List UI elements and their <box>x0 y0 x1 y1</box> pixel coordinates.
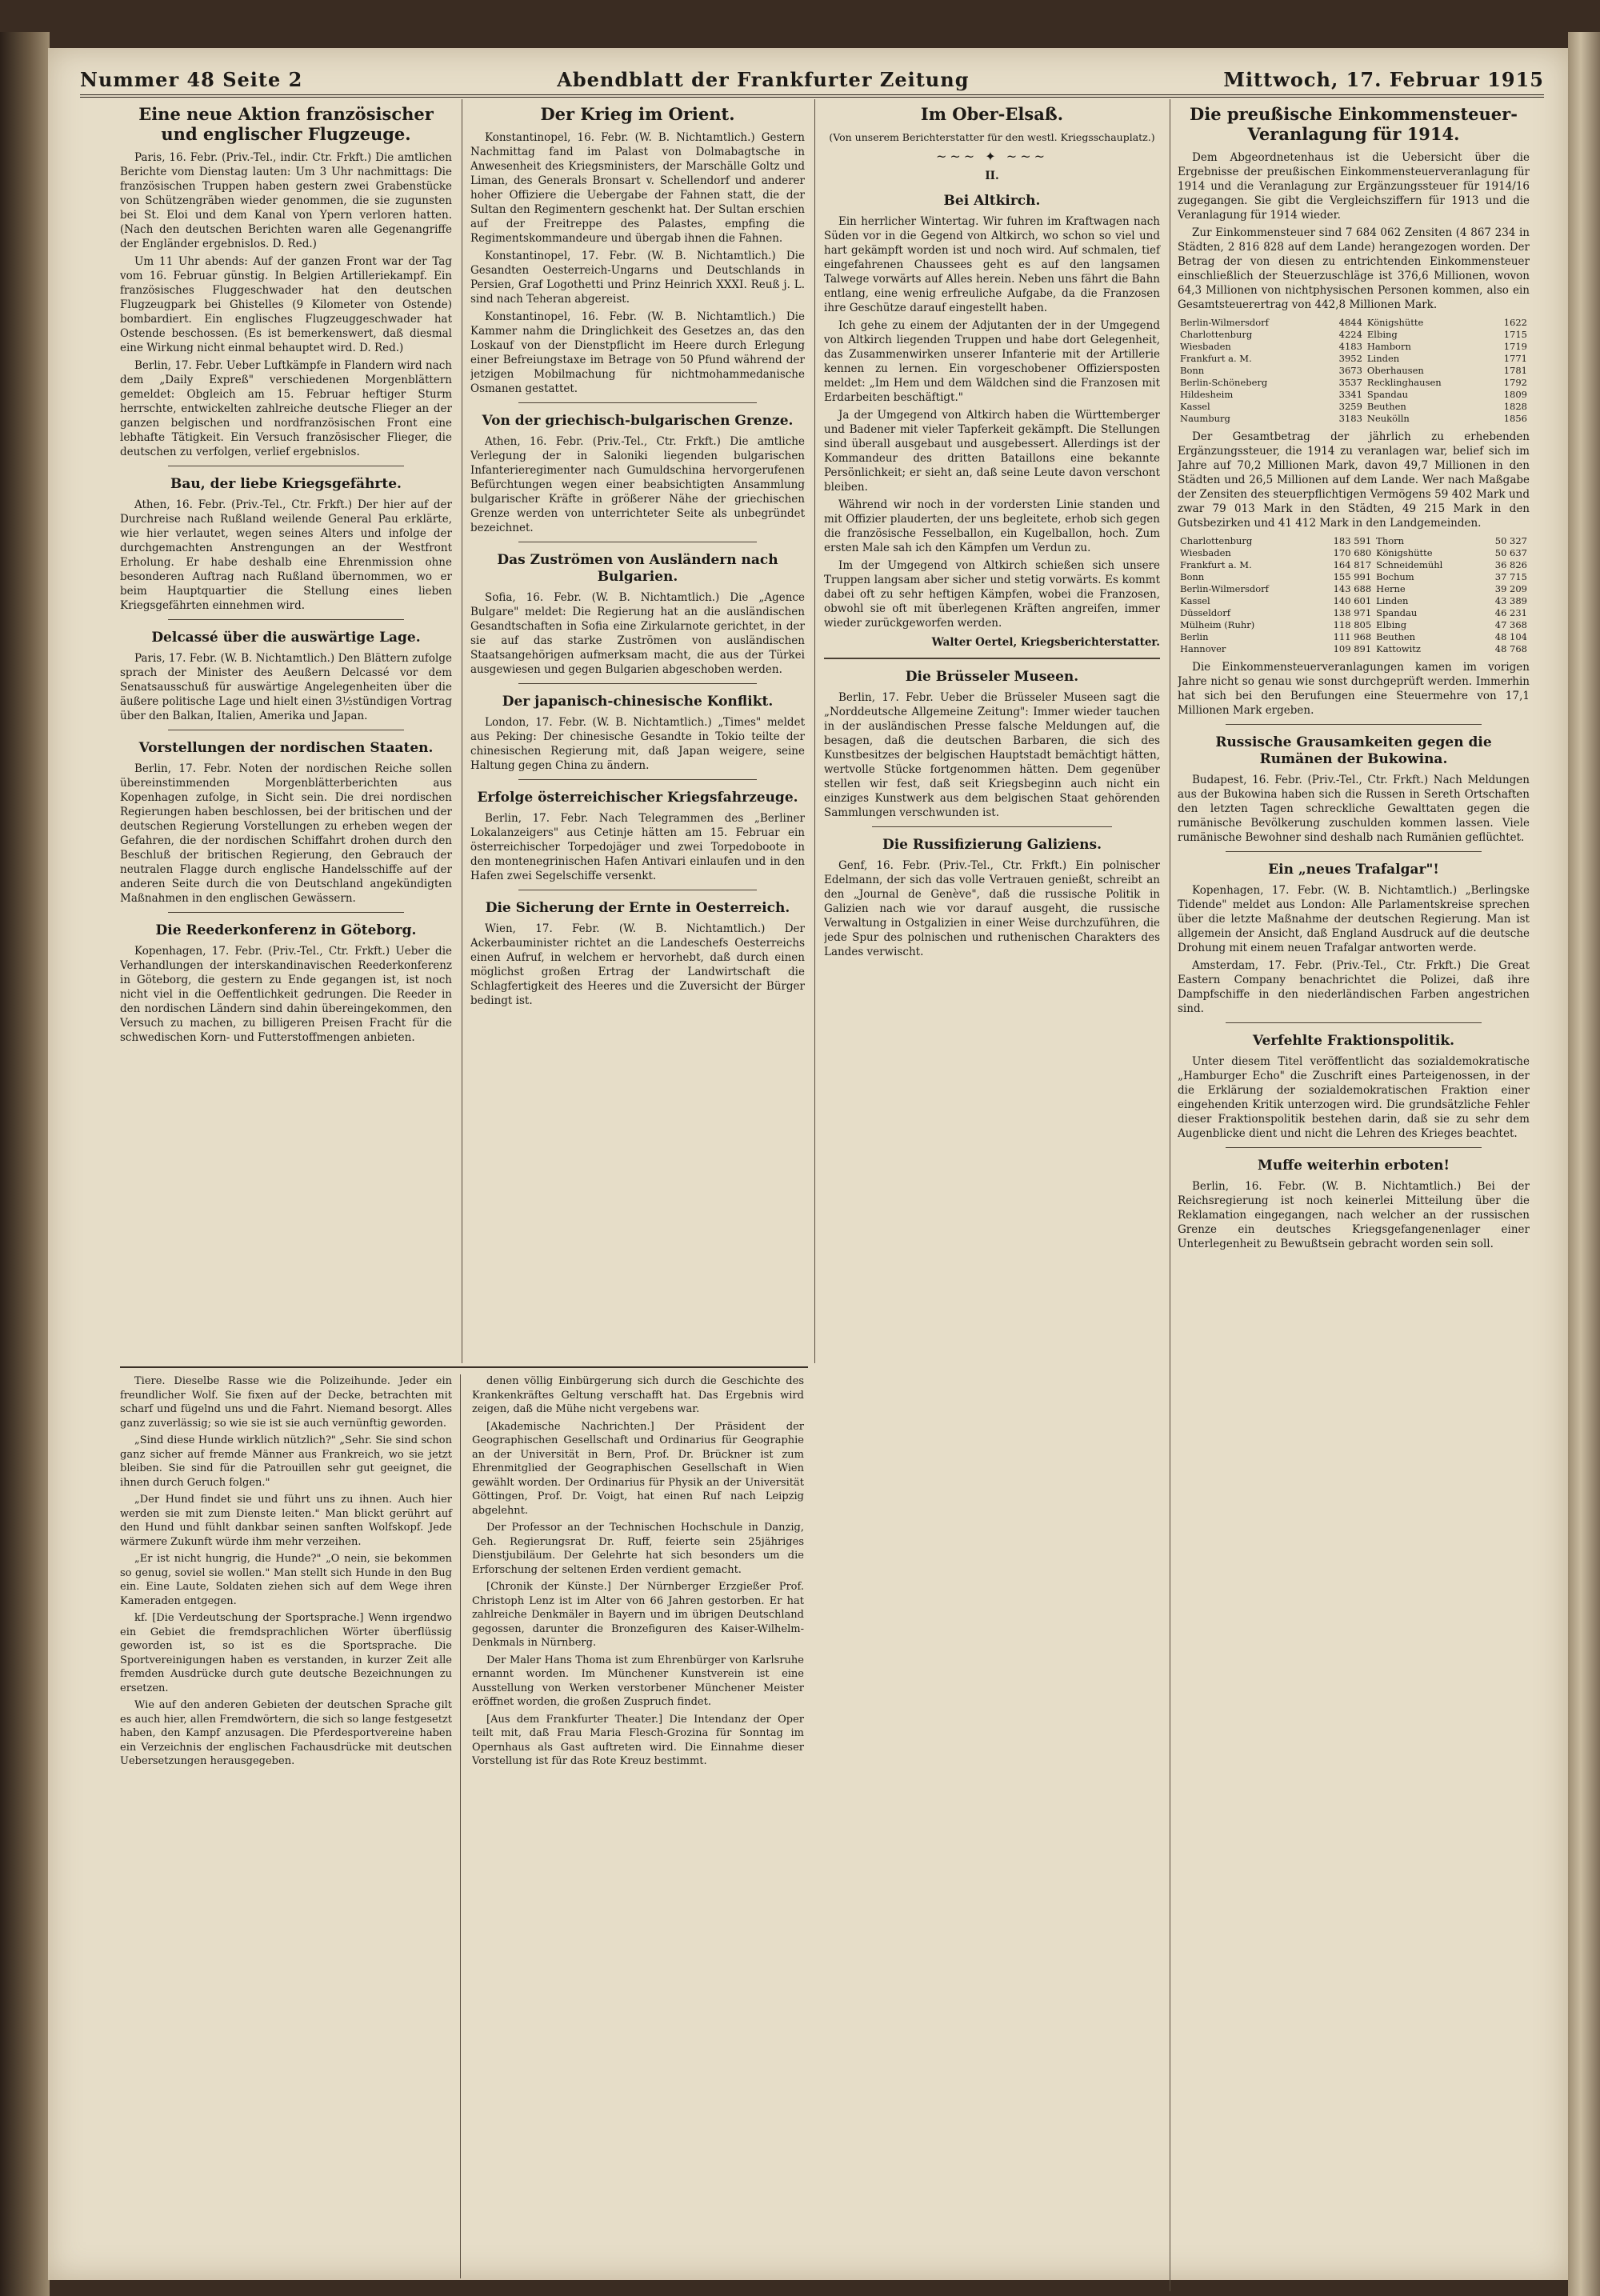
article-paragraph: Konstantinopel, 16. Febr. (W. B. Nichtamtlich.) Die Kammer nahm die Dringlichkeit des Gesetzes an, das den Loskauf von der Dienstpflicht im Heere durch Erlegung einer Befreiungstaxe im Betrage von 50 Pfund während der jetzigen Mobilmachung für nichtmohammedanische Osmanen gestattet. <box>470 310 805 395</box>
divider <box>1226 724 1482 725</box>
feuilleton-paragraph: „Der Hund findet sie und führt uns zu ihnen. Auch hier werden sie mit zum Dienste leiten." Man blickt gerührt auf den Hund und fühlt dankbar seinen sanften Wolfskopf. Jede wärmere Zukunft würde ihm mehr verzeihen. <box>120 1494 452 1548</box>
divider <box>168 619 404 620</box>
feuilleton-paragraph: kf. [Die Verdeutschung der Sportsprache.] Wenn irgendwo ein Gebiet die fremdsprachlichen Wörter überflüssig geworden ist, so ist es die Sportsprache. Die Sportvereinigungen haben es verstanden, in kurzer Zeit alle fremden Ausdrücke durch gute deutsche Bezeichnungen zu ersetzen. <box>120 1612 452 1694</box>
headline-pau: Bau, der liebe Kriegsgefährte. <box>170 476 402 492</box>
city-name: Hamborn <box>1366 341 1411 352</box>
headline-japanisch-chinesisch: Der japanisch-chinesische Konflikt. <box>502 694 774 710</box>
vermoegen-row <box>1178 631 1530 643</box>
article-paragraph: Ein herrlicher Wintertag. Wir fuhren im Kraftwagen nach Süden vor in die Gegend von Altkirch, wo schon so viel und hart gekämpft worden ist und noch wird. Auf schmalen, tief eingefahrenen Chaussees geht es auf den langsamen Talwege vorwärts auf Alles herein. Neben uns fährt die Bahn entlang, eine wenig erfreuliche Aufgabe, da die Franzosen ihre Geschütze darauf eingestellt haben. <box>824 215 1160 314</box>
article-paragraph: Genf, 16. Febr. (Priv.-Tel., Ctr. Frkft.) Ein polnischer Edelmann, der sich das volle Vertrauen genießt, schreibt an den „Journal de Genève", daß die russische Politik in Galizien nach wie vor darauf ausgeht, die russische Verwaltung in Ostgalizien in einer Weise durchzuführen, die jede Spur des polnischen und ruthenischen Charakters des Landes verwischt. <box>824 859 1160 958</box>
headline-bruesseler-museen: Die Brüsseler Museen. <box>905 669 1079 685</box>
headline-kriegsfahrzeuge: Erfolge österreichischer Kriegsfahrzeuge. <box>477 790 798 806</box>
vermoegen-row <box>1178 643 1530 655</box>
city-value: 170 680 <box>1333 547 1372 558</box>
article-paragraph: Berlin, 17. Febr. Ueber Luftkämpfe in Flandern wird nach dem „Daily Expreß" verschiedenen Morgenblättern gemeldet: Obgleich am 15. Februar heftiger Sturm herrschte, entwickelten zahlreiche deutsche Flieger an der ganzen belgischen und nordfranzösischen Front eine lebhafte Tätigkeit. Ein Versuch französischer Flieger, die deutschen zu verfolgen, verlief ergebnislos. <box>120 359 452 458</box>
vermoegen-row <box>1178 571 1530 583</box>
article-paragraph: Athen, 16. Febr. (Priv.-Tel., Ctr. Frkft.) Die amtliche Verlegung der in Saloniki liegenden bulgarischen Infanterieregimenter nach Gumuldschina hervorgerufenen Befürchtungen wegen einer beabsichtigten Ansammlung bulgarischer Kräfte in größerer Nähe der griechischen Grenze werden von unterrichteter Seite als unbegründet bezeichnet. <box>470 435 805 534</box>
article-paragraph: Berlin, 17. Febr. Ueber die Brüsseler Museen sagt die „Norddeutsche Allgemeine Zeitung": Immer wieder tauchen in der ausländischen Presse falsche Meldungen auf, die besagen, daß die deutschen Barbaren, die sich des Kunstbesitzes der belgischen Hauptstadt bemächtigt hätten, wertvolle Stücke fortgenommen hätten. Dem gegenüber stellen wir fest, daß seit Kriegsbeginn auch nicht ein einziges Kunstwerk aus dem belgischen Staat gehörenden Sammlungen verschwunden ist. <box>824 691 1160 819</box>
city-name: Charlottenburg <box>1180 535 1253 546</box>
masthead-title: Abendblatt der Frankfurter Zeitung <box>557 68 970 91</box>
article-paragraph: Wien, 17. Febr. (W. B. Nichtamtlich.) Der Ackerbauminister richtet an die Landeschefs Oesterreichs einen Aufruf, in welchem er hervorhebt, daß durch einen möglichst großen Ertrag der Landwirtschaft die Schlagfertigkeit des Heeres und die Zuversicht der Bürger bedingt ist. <box>470 922 805 1007</box>
feuilleton-paragraph: Der Maler Hans Thoma ist zum Ehrenbürger von Karlsruhe ernannt worden. Im Münchener Kunstverein ist eine Ausstellung von Werken verstorbener Münchener Meister eröffnet worden, die großen Zuspruch findet. <box>472 1654 804 1708</box>
article-paragraph: Paris, 16. Febr. (Priv.-Tel., indir. Ctr. Frkft.) Die amtlichen Berichte vom Dienstag lauten: Um 3 Uhr nachmittags: Die französischen Truppen haben gestern zwei Grabenstücke von Schützengräben wieder genommen, die sie zugunsten bei St. Eloi und dem Kanal von Ypern verloren hatten. (Nach den deutschen Berichten waren alle Gegenangriffe der Engländer ergebnislos. D. Red.) <box>120 151 452 250</box>
city-name: Linden <box>1376 595 1409 606</box>
city-value: 1809 <box>1503 389 1527 400</box>
city-name: Spandau <box>1376 607 1418 618</box>
vermoegen-row <box>1178 559 1530 571</box>
city-value: 4844 <box>1338 317 1362 328</box>
column-4 <box>1178 99 1530 2291</box>
headline-delcasse: Delcassé über die auswärtige Lage. <box>151 630 421 646</box>
feuilleton-paragraph: denen völlig Einbürgerung sich durch die Geschichte des Krankenkräftes Geltung verschafft hat. Das Ergebnis wird zeigen, daß die Mühe nicht vergebens war. <box>472 1375 804 1415</box>
city-name: Recklinghausen <box>1366 377 1442 388</box>
masthead-issue: Nummer 48 Seite 2 <box>80 68 303 91</box>
headline-fraktionspolitik: Verfehlte Fraktionspolitik. <box>1252 1033 1455 1049</box>
einkommen-row <box>1178 377 1530 389</box>
divider <box>1226 1022 1482 1023</box>
stat-table-einkommen <box>1178 317 1530 425</box>
article-paragraph: Ja der Umgegend von Altkirch haben die Württemberger und Badener mit vieler Tapferkeit gekämpft. Die Stellungen sind überall ausgebaut und ausgebessert. Allerdings ist der Kommandeur des dritten Bataillons eine bekannte Persönlichkeit; er sieht an, daß seine Leute davon verschont bleiben. <box>824 409 1160 494</box>
article-paragraph: Konstantinopel, 17. Febr. (W. B. Nichtamtlich.) Die Gesandten Oesterreich-Ungarns und Deutschlands in Persien, Graf Logothetti und Prinz Heinrich XXXI. Reuß j. L. sind nach Teheran abgereist. <box>470 250 805 306</box>
city-name: Hannover <box>1180 643 1226 654</box>
article-paragraph: Paris, 17. Febr. (W. B. Nichtamtlich.) Den Blättern zufolge sprach der Minister des Aeußern Delcassé vor dem Senatsausschuß für auswärtige Angelegenheiten über die äußere politische Lage und hielt einen 3½stündigen Vortrag über den Balkan, Italien, Amerika und Japan. <box>120 652 452 722</box>
divider <box>1226 851 1482 852</box>
article-paragraph: Unter diesem Titel veröffentlicht das sozialdemokratische „Hamburger Echo" die Zuschrift eines Parteigenossen, in der die Erklärung der sozialdemokratischen Fraktion einer eingehenden Kritik unterzogen wird. Die grundsätzliche Fehler dieser Fraktionspolitik bestehen darin, daß sie zu sehr dem Augenblicke dient und nicht die Lehren des Krieges beachtet. <box>1178 1055 1530 1140</box>
city-value: 1792 <box>1503 377 1527 388</box>
article-paragraph: Kopenhagen, 17. Febr. (Priv.-Tel., Ctr. Frkft.) Ueber die Verhandlungen der interskandinavischen Reederkonferenz in Göteborg, die gestern zu Ende gegangen ist, ist noch nicht viel in die Oeffentlichkeit gedrungen. Die Reeder in den nordischen Ländern sind dahin übereingekommen, den Versuch zu machen, zu billigeren Preisen Fracht für die schwedischen Korn- und Futterstoffmengen anbieten. <box>120 945 452 1044</box>
city-name: Beuthen <box>1376 631 1416 642</box>
headline-einkommensteuer: Die preußische Einkommensteuer-Veranlagung für 1914. <box>1190 104 1518 144</box>
headline-reederkonferenz: Die Reederkonferenz in Göteborg. <box>155 922 417 938</box>
article-paragraph: Der Gesamtbetrag der jährlich zu erhebenden Ergänzungssteuer, die 1914 zu veranlagen war, belief sich im Jahre auf 70,2 Millionen Mark, davon 49,7 Millionen in den Städten und 26,5 Millionen auf dem Lande. Wer nach Maßgabe der Zensiten des steuerpflichtigen Vermögens 59 402 Mark und zwar 79 013 Mark in den Städten, 49 215 Mark in den Gutsbezirken und 41 412 Mark in den Landgemeinden. <box>1178 430 1530 530</box>
vermoegen-row <box>1178 535 1530 547</box>
city-value: 48 768 <box>1494 643 1527 654</box>
vermoegen-row <box>1178 547 1530 559</box>
city-value: 140 601 <box>1333 595 1372 606</box>
article-paragraph: London, 17. Febr. (W. B. Nichtamtlich.) „Times" meldet aus Peking: Der chinesische Gesandte in Tokio teilte der chinesischen Regierung mit, daß Japan weigere, seine Haltung gegen China zu ändern. <box>470 716 805 772</box>
city-name: Herne <box>1376 583 1406 594</box>
city-value: 4224 <box>1338 329 1362 340</box>
article-paragraph: Amsterdam, 17. Febr. (Priv.-Tel., Ctr. Frkft.) Die Great Eastern Company benachrichtet die Polizei, daß ihre Dampfschiffe in den niederländischen Farben angestrichen sind. <box>1178 959 1530 1015</box>
city-value: 1856 <box>1503 413 1527 424</box>
city-name: Naumburg <box>1180 413 1230 424</box>
feuilleton-paragraph: „Sind diese Hunde wirklich nützlich?" „Sehr. Sie sind schon ganz sicher auf fremde Männer aus Frankreich, wo sie jetzt bleiben. Sie sind für die Patrouillen sehr gut geeignet, die ihnen durch Geruch folgen." <box>120 1434 452 1489</box>
city-name: Kassel <box>1180 401 1210 412</box>
feuilleton-paragraph: Tiere. Dieselbe Rasse wie die Polizeihunde. Jeder ein freundlicher Wolf. Sie fixen auf der Decke, betrachten mit scharf und fügelnd uns und die Fahrt. Niemand besorgt. Alles ganz zuverlässig; so wie sie ist sie auch vernünftig geworden. <box>120 1375 452 1430</box>
city-name: Elbing <box>1376 619 1407 630</box>
einkommen-row <box>1178 341 1530 353</box>
city-name: Frankfurt a. M. <box>1180 353 1252 364</box>
feuilleton-paragraph: Wie auf den anderen Gebieten der deutschen Sprache gilt es auch hier, allen Fremdwörtern, die sich so lange festgesetzt haben, den Kampf anzusagen. Die Pferdesportvereine haben ein Verzeichnis der englischen Fachausdrücke mit deutschen Uebersetzungen herausgegeben. <box>120 1699 452 1767</box>
einkommen-row <box>1178 329 1530 341</box>
vermoegen-row <box>1178 583 1530 595</box>
divider <box>518 683 757 684</box>
article-paragraph: Berlin, 17. Febr. Noten der nordischen Reiche sollen übereinstimmenden Morgenblätterberichten aus Kopenhagen zufolge, in Sicht sein. Die drei nordischen Regierungen haben beschlossen, bei der britischen und der deutschen Regierung Vorstellungen zu erheben wegen der Gefahren, die der nordischen Schiffahrt drohen durch den Beschluß der britischen Regierung, den Gebrauch der neutralen Flagge durch englische Handelsschiffe auf der anderen Seite durch die von Deutschland angekündigten Maßnahmen in den englischen Gewässern. <box>120 762 452 905</box>
city-name: Thorn <box>1376 535 1405 546</box>
city-value: 183 591 <box>1333 535 1372 546</box>
divider <box>168 912 404 913</box>
city-name: Düsseldorf <box>1180 607 1230 618</box>
feuilleton-paragraph: Der Professor an der Technischen Hochschule in Danzig, Geh. Regierungsrat Dr. Ruff, feierte sein 25jähriges Dienstjubiläum. Der Gelehrte hat sich besonders um die Erforschung der seltenen Erden verdient gemacht. <box>472 1522 804 1576</box>
city-value: 37 715 <box>1494 571 1527 582</box>
city-value: 3341 <box>1338 389 1362 400</box>
einkommen-row <box>1178 389 1530 401</box>
masthead-date: Mittwoch, 17. Februar 1915 <box>1223 68 1544 91</box>
city-value: 138 971 <box>1333 607 1372 618</box>
city-name: Berlin-Wilmersdorf <box>1180 583 1269 594</box>
book-binding <box>0 32 50 2296</box>
feuilleton-paragraph: [Aus dem Frankfurter Theater.] Die Intendanz der Oper teilt mit, daß Frau Maria Flesch-Grozina für Sonntag im Opernhaus als Gast auftreten wird. Die Einnahme dieser Vorstellung ist für das Rote Kreuz bestimmt. <box>472 1713 804 1767</box>
city-value: 3537 <box>1338 377 1362 388</box>
city-value: 1622 <box>1503 317 1527 328</box>
city-name: Kassel <box>1180 595 1210 606</box>
byline: (Von unserem Berichterstatter für den westl. Kriegsschauplatz.) <box>829 131 1155 143</box>
article-paragraph: Sofia, 16. Febr. (W. B. Nichtamtlich.) Die „Agence Bulgare" meldet: Die Regierung hat an die ausländischen Gesandtschaften in Sofia eine Zirkularnote gerichtet, in der sie auf das starke Zuströmen von ausländischen Staatsangehörigen aufmerksam macht, die aus der Türkei ausgewiesen und gegen Bulgarien abgeschoben werden. <box>470 591 805 676</box>
stat-table-vermoegen <box>1178 535 1530 655</box>
city-value: 1719 <box>1503 341 1527 352</box>
article-paragraph: Athen, 16. Febr. (Priv.-Tel., Ctr. Frkft.) Der hier auf der Durchreise nach Rußland weilende General Pau erklärte, wie hier verlautet, wegen seines Alters und infolge der durchgemachten Anstrengungen an der Westfront Erholung. Er habe deshalb eine Ehrenmission ohne besonderen Auftrag nach Rußland übernommen, wo er beim Hauptquartier die Stellung eines lieben Kriegsgefährten einnehmen wird. <box>120 498 452 612</box>
column-1 <box>120 99 462 1363</box>
article-paragraph: Ich gehe zu einem der Adjutanten der in der Umgegend von Altkirch liegenden Truppen und habe dort Gelegenheit, das Zusammenwirken unserer Infanterie mit der Artillerie kennen zu lernen. Ein vorgeschobener Offiziersposten meldet: „Im Hem und dem Wäldchen sind die Franzosen mit Erdarbeiten beschäftigt." <box>824 319 1160 404</box>
einkommen-row <box>1178 413 1530 425</box>
headline-orient: Der Krieg im Orient. <box>540 104 735 124</box>
headline-muffe: Muffe weiterhin erboten! <box>1258 1158 1450 1174</box>
city-name: Berlin-Schöneberg <box>1180 377 1268 388</box>
city-name: Hildesheim <box>1180 389 1234 400</box>
city-name: Spandau <box>1366 389 1409 400</box>
city-name: Frankfurt a. M. <box>1180 559 1252 570</box>
city-name: Bonn <box>1180 571 1205 582</box>
city-name: Schneidemühl <box>1376 559 1443 570</box>
city-value: 164 817 <box>1333 559 1372 570</box>
city-value: 118 805 <box>1333 619 1372 630</box>
article-paragraph: Die Einkommensteuerveranlagungen kamen im vorigen Jahre nicht so genau wie sonst durchgeprüft werden. Immerhin hat sich bei den Berufungen eine Steuermehre von 17,1 Millionen Mark ergeben. <box>1178 661 1530 717</box>
headline-ober-elsass: Im Ober-Elsaß. <box>920 104 1064 124</box>
article-paragraph: Während wir noch in der vordersten Linie standen und mit Offizier plauderten, der uns begleitete, erhob sich gegen die französische Fesselballon, ein Kugelballon, hoch. Zum ersten Male sah ich den Kämpfen um Verdun zu. <box>824 498 1160 554</box>
einkommen-row <box>1178 353 1530 365</box>
article-paragraph: Im der Umgegend von Altkirch schießen sich unsere Truppen langsam aber sicher und stetig vorwärts. Es kommt dabei oft zu sehr heftigen Kämpfen, wobei die Franzosen, obwohl sie oft mit überlegenen Kräften angreifen, immer wieder zurückgeworfen werden. <box>824 559 1160 630</box>
masthead <box>80 62 1544 98</box>
headline-bukowina: Russische Grausamkeiten gegen die Rumänen der Bukowina. <box>1215 734 1492 767</box>
feuilleton-paragraph: [Chronik der Künste.] Der Nürnberger Erzgießer Prof. Christoph Lenz ist im Alter von 66 Jahren gestorben. Er hat zahlreiche Denkmäler in Bayern und im übrigen Deutschland gegossen, darunter die Bronzefiguren des Kaiser-Wilhelm-Denkmals in Nürnberg. <box>472 1581 804 1649</box>
einkommen-row <box>1178 365 1530 377</box>
city-value: 155 991 <box>1333 571 1372 582</box>
headline-flugzeuge: Eine neue Aktion französischer und englischer Flugzeuge. <box>138 104 434 144</box>
city-value: 46 231 <box>1494 607 1527 618</box>
city-value: 50 327 <box>1494 535 1527 546</box>
feuilleton-column-a <box>120 1374 461 2278</box>
feuilleton-paragraph: „Er ist nicht hungrig, die Hunde?" „O nein, sie bekommen so genug, soviel sie wollen." Man stellt sich Hunde in den Bug ein. Eine Laute, Soldaten ziehen sich auf dem Wege ihren Kameraden entgegen. <box>120 1553 452 1607</box>
city-value: 47 368 <box>1494 619 1527 630</box>
city-value: 4183 <box>1338 341 1362 352</box>
headline-galizien: Die Russifizierung Galiziens. <box>882 837 1102 853</box>
city-value: 50 637 <box>1494 547 1527 558</box>
divider <box>872 826 1112 827</box>
city-value: 3183 <box>1338 413 1362 424</box>
article-paragraph: Budapest, 16. Febr. (Priv.-Tel., Ctr. Frkft.) Nach Meldungen aus der Bukowina haben sich die Russen in Sereth Ortschaften den letzten Tagen schreckliche Gewalttaten gegen die rumänische Bevölkerung zuschulden kommen lassen. Viele rumänische Bewohner sind deshalb nach Rumänien geflüchtet. <box>1178 774 1530 844</box>
headline-ernte: Die Sicherung der Ernte in Oesterreich. <box>485 900 790 916</box>
article-paragraph: Kopenhagen, 17. Febr. (W. B. Nichtamtlich.) „Berlingske Tidende" meldet aus London: Alle Parlamentskreise sprechen über die letzte Maßnahme der deutschen Regierung. Man ist allgemein der Ansicht, daß England Ausdruck auf die deutsche Drohung mit einem neuen Trafalgar antworten werde. <box>1178 884 1530 954</box>
city-name: Kattowitz <box>1376 643 1421 654</box>
headline-griechisch-bulgarisch: Von der griechisch-bulgarischen Grenze. <box>482 413 794 429</box>
city-name: Oberhausen <box>1366 365 1424 376</box>
article-paragraph: Dem Abgeordnetenhaus ist die Uebersicht über die Ergebnisse der preußischen Einkommensteuerveranlagung für 1914 und die Veranlagung zur Ergänzungssteuer für 1914/16 zugegangen. Sie gibt die Vergleichsziffern für 1913 und die Veranlagung für 1914 wieder. <box>1178 151 1530 222</box>
city-name: Linden <box>1366 353 1400 364</box>
city-value: 3952 <box>1338 353 1362 364</box>
article-paragraph: Um 11 Uhr abends: Auf der ganzen Front war der Tag vom 16. Februar günstig. In Belgien Artilleriekampf. Ein französisches Fluggeschwader hat den deutschen Flugzeugpark bei Ghistelles (9 Kilometer von Ostende) bombardiert. Ein englisches Flugzeuggeschwader hat Ostende beschossen. (Es ist bemerkenswert, daß diesmal eine Wirkung nicht einmal behauptet wird. D. Red.) <box>120 255 452 354</box>
city-name: Beuthen <box>1366 401 1406 412</box>
city-value: 111 968 <box>1333 631 1372 642</box>
city-value: 48 104 <box>1494 631 1527 642</box>
column-2 <box>470 99 815 1363</box>
einkommen-row <box>1178 317 1530 329</box>
feuilleton-section <box>120 1366 808 2288</box>
city-name: Mülheim (Ruhr) <box>1180 619 1255 630</box>
city-name: Neukölln <box>1366 413 1410 424</box>
article-paragraph: Zur Einkommensteuer sind 7 684 062 Zensiten (4 867 234 in Städten, 2 816 828 auf dem Lande) herangezogen worden. Der Betrag der von diesen zu entrichtenden Einkommensteuer einschließlich der Steuerzuschläge ist 376,6 Millionen, wovon 64,3 Millionen von nichtphysischen Personen kommen, also ein Gesamtsteuerertrag von 442,8 Millionen Mark. <box>1178 226 1530 311</box>
city-value: 1828 <box>1503 401 1527 412</box>
city-name: Königshütte <box>1366 317 1424 328</box>
city-name: Charlottenburg <box>1180 329 1253 340</box>
headline-altkirch: Bei Altkirch. <box>943 193 1041 209</box>
part-number: II. <box>985 170 999 182</box>
feuilleton-paragraph: [Akademische Nachrichten.] Der Präsident der Geographischen Gesellschaft und Ordinarius für Geographie an der Universität in Bern, Prof. Dr. Brückner ist zum Ehrenmitglied der Geographischen Gesellschaft in Wien gewählt worden. Der Ordinarius für Physik an der Universität Göttingen, Prof. Dr. Voigt, hat einen Ruf nach Leipzig abgelehnt. <box>472 1420 804 1517</box>
divider <box>518 779 757 780</box>
city-value: 3673 <box>1338 365 1362 376</box>
city-name: Berlin-Wilmersdorf <box>1180 317 1269 328</box>
city-name: Elbing <box>1366 329 1398 340</box>
city-value: 43 389 <box>1494 595 1527 606</box>
city-name: Bonn <box>1180 365 1205 376</box>
city-name: Wiesbaden <box>1180 547 1231 558</box>
vermoegen-row <box>1178 595 1530 607</box>
ornament-divider: ~~~ ✦ ~~~ <box>935 149 1048 164</box>
city-name: Wiesbaden <box>1180 341 1231 352</box>
article-paragraph: Berlin, 16. Febr. (W. B. Nichtamtlich.) Bei der Reichsregierung ist noch keinerlei Mitteilung über die Reklamation eingegangen, nach welcher an der russischen Grenze ein deutsches Kriegsgefangenenlager einer Unterlegenheit zu Bewußtsein gebracht worden sein soll. <box>1178 1180 1530 1250</box>
article-paragraph: Konstantinopel, 16. Febr. (W. B. Nichtamtlich.) Gestern Nachmittag fand im Palast von Dolmabagtsche in Anwesenheit des Kriegsministers, der Marschälle Goltz und Liman, des Generals Bronsart v. Schellendorf und anderer hoher Offiziere die Uebergabe der Fahnen statt, die der Sultan den Regimentern geschenkt hat. Der Sultan erschien auf der Freitreppe des Palastes, empfing die Regimentskommandeure und übergab ihnen die Fahnen. <box>470 131 805 245</box>
feuilleton-column-b <box>472 1374 804 2278</box>
city-value: 36 826 <box>1494 559 1527 570</box>
einkommen-row <box>1178 401 1530 413</box>
divider <box>518 402 757 403</box>
city-name: Königshütte <box>1376 547 1433 558</box>
city-value: 3259 <box>1338 401 1362 412</box>
city-value: 1781 <box>1503 365 1527 376</box>
divider <box>824 658 1160 659</box>
headline-bulgarien: Das Zuströmen von Ausländern nach Bulgarien. <box>497 552 778 585</box>
vermoegen-row <box>1178 619 1530 631</box>
city-value: 109 891 <box>1333 643 1372 654</box>
city-name: Bochum <box>1376 571 1414 582</box>
article-paragraph: Berlin, 17. Febr. Nach Telegrammen des „Berliner Lokalanzeigers" aus Cetinje hätten am 15. Februar ein österreichischer Torpedojäger und zwei Torpedoboote in den montenegrinischen Hafen Antivari einlaufen und in den Hafen zwei Segelschiffe versenkt. <box>470 812 805 882</box>
vermoegen-row <box>1178 607 1530 619</box>
city-value: 1771 <box>1503 353 1527 364</box>
divider <box>1226 1147 1482 1148</box>
city-value: 1715 <box>1503 329 1527 340</box>
column-3 <box>824 99 1170 2291</box>
author-signature: Walter Oertel, Kriegsberichterstatter. <box>931 636 1160 649</box>
headline-nordische-staaten: Vorstellungen der nordischen Staaten. <box>138 740 434 756</box>
city-value: 39 209 <box>1494 583 1527 594</box>
headline-trafalgar: Ein „neues Trafalgar"! <box>1268 862 1439 878</box>
city-value: 143 688 <box>1333 583 1372 594</box>
page-edge <box>1568 32 1600 2296</box>
city-name: Berlin <box>1180 631 1209 642</box>
